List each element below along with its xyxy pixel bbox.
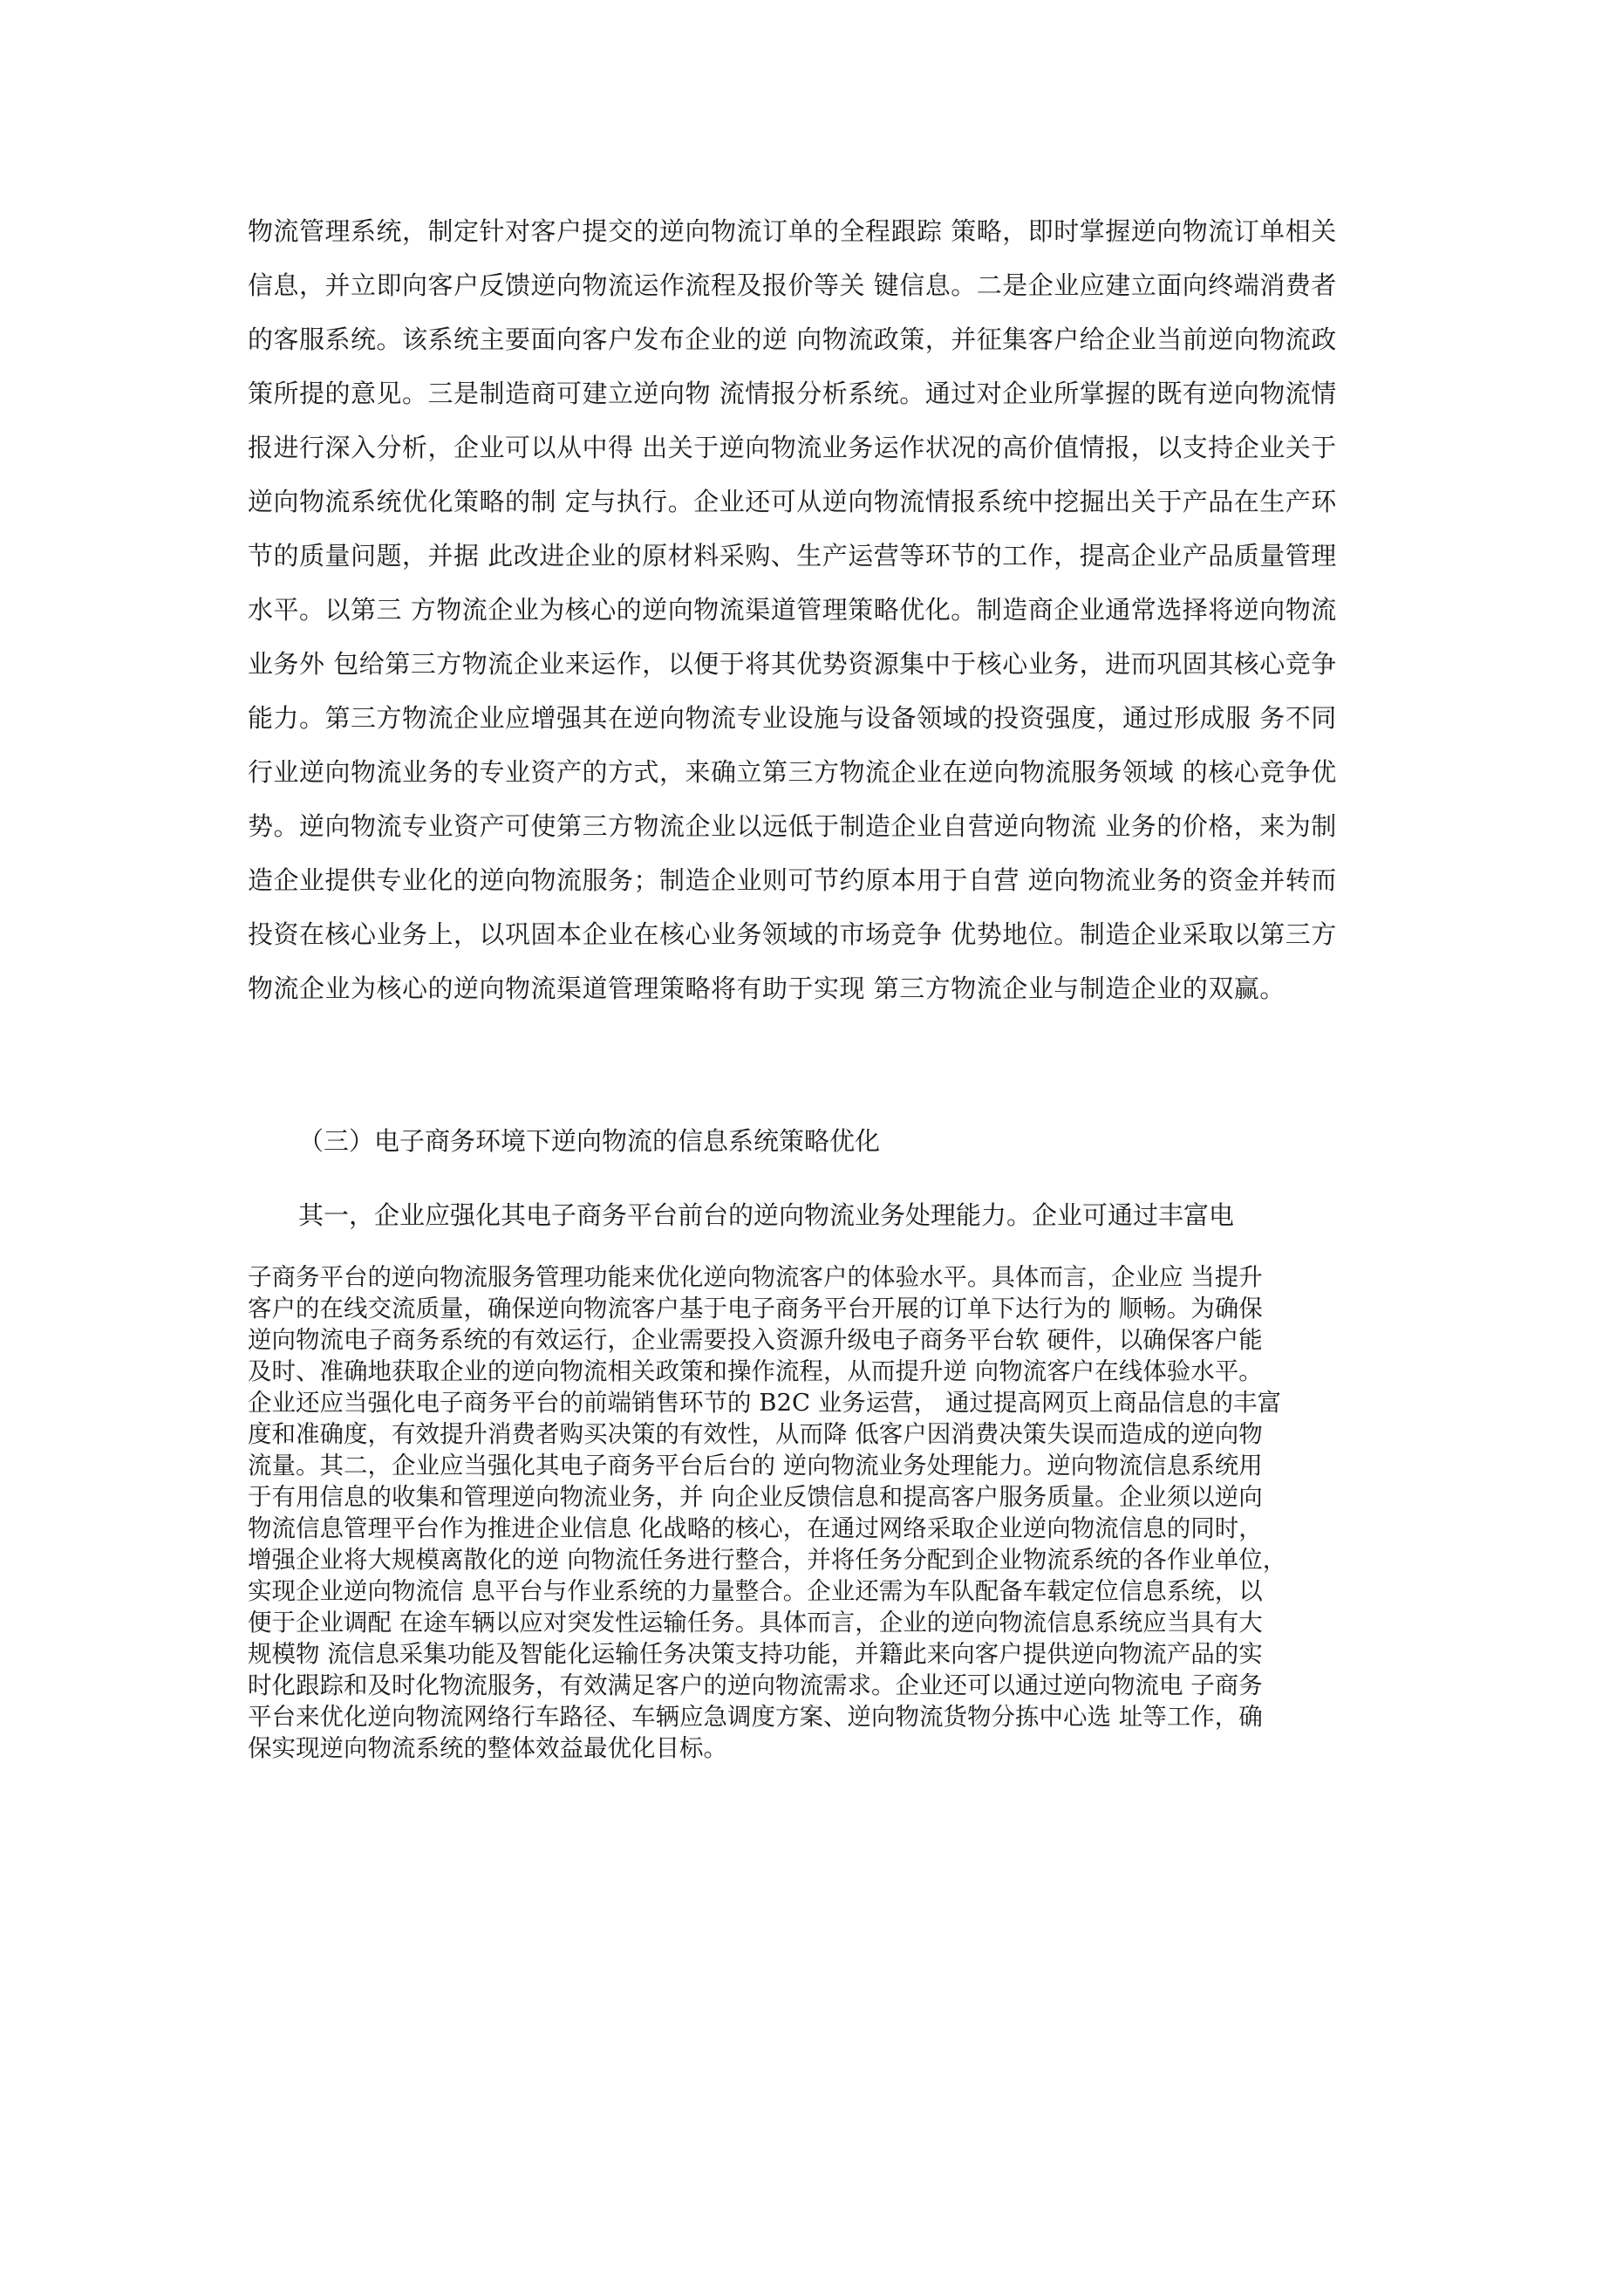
paragraph-2-line: 流量。其二，企业应当强化其电子商务平台后台的 逆向物流业务处理能力。逆向物流信息系统用 (248, 1452, 1263, 1479)
paragraph-1-line: 业务外 包给第三方物流企业来运作，以便于将其优势资源集中于核心业务，进而巩固其核心竞争 (248, 649, 1337, 679)
paragraph-1-line: 节的质量问题，并据 此改进企业的原材料采购、生产运营等环节的工作，提高企业产品质量管理 (248, 541, 1337, 571)
paragraph-2-line: 子商务平台的逆向物流服务管理功能来优化逆向物流客户的体验水平。具体而言，企业应 当提升 (248, 1263, 1263, 1291)
paragraph-1-line: 投资在核心业务上，以巩固本企业在核心业务领域的市场竞争 优势地位。制造企业采取以第三方 (248, 919, 1337, 949)
paragraph-1-line: 的客服系统。该系统主要面向客户发布企业的逆 向物流政策，并征集客户给企业当前逆向物流政 (248, 325, 1337, 354)
paragraph-2-line: 实现企业逆向物流信 息平台与作业系统的力量整合。企业还需为车队配备车载定位信息系统，以 (248, 1577, 1263, 1605)
paragraph-1-line: 能力。第三方物流企业应增强其在逆向物流专业设施与设备领域的投资强度，通过形成服 务不同 (248, 703, 1337, 733)
paragraph-1-line: 水平。以第三 方物流企业为核心的逆向物流渠道管理策略优化。制造商企业通常选择将逆向物流 (248, 595, 1337, 625)
paragraph-1-line: 策所提的意见。三是制造商可建立逆向物 流情报分析系统。通过对企业所掌握的既有逆向物流情 (248, 379, 1337, 408)
paragraph-2-line: 保实现逆向物流系统的整体效益最优化目标。 (248, 1734, 727, 1762)
paragraph-1-line: 行业逆向物流业务的专业资产的方式，来确立第三方物流企业在逆向物流服务领域 的核心竞争优 (248, 757, 1337, 787)
paragraph-1-line: 报进行深入分析，企业可以从中得 出关于逆向物流业务运作状况的高价值情报，以支持企业关于 (248, 433, 1337, 462)
paragraph-1-line: 物流管理系统，制定针对客户提交的逆向物流订单的全程跟踪 策略，即时掌握逆向物流订单相关 (248, 216, 1337, 246)
section-heading: （三）电子商务环境下逆向物流的信息系统策略优化 (298, 1126, 881, 1156)
paragraph-2-line: 于有用信息的收集和管理逆向物流业务，并 向企业反馈信息和提高客户服务质量。企业须以逆向 (248, 1483, 1263, 1511)
paragraph-2-line: 平台来优化逆向物流网络行车路径、车辆应急调度方案、逆向物流货物分拣中心选 址等工作，确 (248, 1703, 1263, 1731)
paragraph-1-line: 逆向物流系统优化策略的制 定与执行。企业还可从逆向物流情报系统中挖掘出关于产品在生产环 (248, 487, 1337, 516)
paragraph-2-line: 规模物 流信息采集功能及智能化运输任务决策支持功能，并籍此来向客户提供逆向物流产品的实 (248, 1640, 1263, 1668)
paragraph-2-line: 便于企业调配 在途车辆以应对突发性运输任务。具体而言，企业的逆向物流信息系统应当具有大 (248, 1609, 1263, 1637)
paragraph-2-line: 逆向物流电子商务系统的有效运行，企业需要投入资源升级电子商务平台软 硬件，以确保客户能 (248, 1326, 1263, 1354)
paragraph-1-line: 势。逆向物流专业资产可使第三方物流企业以远低于制造企业自营逆向物流 业务的价格，来为制 (248, 811, 1337, 841)
paragraph-2-line: 客户的在线交流质量，确保逆向物流客户基于电子商务平台开展的订单下达行为的 顺畅。为确保 (248, 1295, 1263, 1322)
paragraph-1-line: 物流企业为核心的逆向物流渠道管理策略将有助于实现 第三方物流企业与制造企业的双赢。 (248, 974, 1285, 1003)
paragraph-2-line: 物流信息管理平台作为推进企业信息 化战略的核心，在通过网络采取企业逆向物流信息的同时， (248, 1514, 1263, 1542)
paragraph-1-line: 造企业提供专业化的逆向物流服务；制造企业则可节约原本用于自营 逆向物流业务的资金并转而 (248, 865, 1337, 895)
paragraph-2-line: 增强企业将大规模离散化的逆 向物流任务进行整合，并将任务分配到企业物流系统的各作业单位， (248, 1546, 1287, 1574)
paragraph-2-line: 度和准确度，有效提升消费者购买决策的有效性，从而降 低客户因消费决策失误而造成的逆向物 (248, 1420, 1263, 1448)
paragraph-2-first-line: 其一，企业应强化其电子商务平台前台的逆向物流业务处理能力。企业可通过丰富电 (298, 1200, 1235, 1230)
paragraph-2-line: 时化跟踪和及时化物流服务，有效满足客户的逆向物流需求。企业还可以通过逆向物流电 子商务 (248, 1671, 1263, 1699)
paragraph-2-line: 及时、准确地获取企业的逆向物流相关政策和操作流程，从而提升逆 向物流客户在线体验水平。 (248, 1357, 1263, 1385)
paragraph-1-line: 信息，并立即向客户反馈逆向物流运作流程及报价等关 键信息。二是企业应建立面向终端消费者 (248, 270, 1337, 300)
paragraph-2-line: 企业还应当强化电子商务平台的前端销售环节的 B2C 业务运营， 通过提高网页上商品信息的丰富 (248, 1389, 1281, 1417)
